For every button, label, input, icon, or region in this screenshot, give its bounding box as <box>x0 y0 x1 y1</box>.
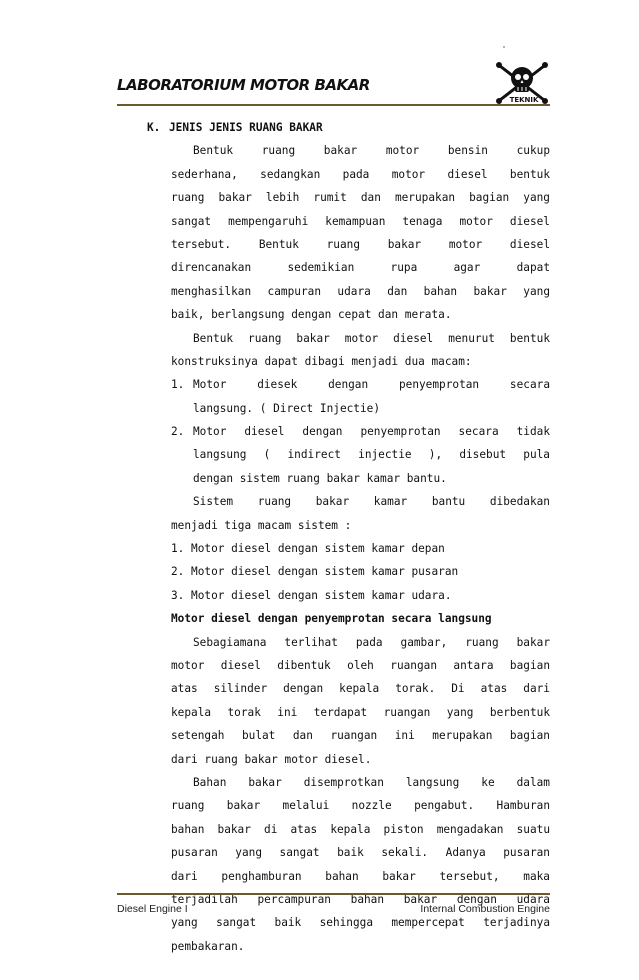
paragraph-line: motor diesel dibentuk oleh ruangan antara bagian <box>171 658 550 672</box>
paragraph-line: Bentuk ruang bakar motor bensin cukup <box>193 144 550 158</box>
paragraph-line: Sebagiamana terlihat pada gambar, ruang bakar <box>193 635 550 649</box>
list-number: 1. <box>171 378 185 392</box>
section-title: JENIS JENIS RUANG BAKAR <box>169 121 323 134</box>
list-item-text: Motor diesek dengan penyemprotan secara <box>193 378 550 392</box>
header-title: LABORATORIUM MOTOR BAKAR <box>117 76 370 94</box>
logo-text: TEKNIK <box>509 96 539 104</box>
section-content <box>171 139 550 958</box>
scan-speck <box>503 46 505 48</box>
list-number: 2. <box>171 425 185 439</box>
paragraph-line: setengah bulat dan ruangan ini merupakan bagian <box>171 729 550 743</box>
list-item: 2. Motor diesel dengan sistem kamar pusaran <box>171 565 459 579</box>
section-heading <box>147 116 550 139</box>
footer-rule <box>117 893 550 895</box>
list-item: 1. Motor diesel dengan sistem kamar depan <box>171 542 445 556</box>
list-item-text: Motor diesel dengan penyemprotan secara tidak <box>193 425 550 439</box>
paragraph-line: Bahan bakar disemprotkan langsung ke dalam <box>193 775 550 789</box>
paragraph-line: ruang bakar lebih rumit dan merupakan bagian yang <box>171 191 550 205</box>
paragraph-line: ruang bakar melalui nozzle pengabut. Hamburan <box>171 799 550 813</box>
paragraph-line: terjadilah percampuran bahan bakar dengan udara <box>171 892 550 906</box>
paragraph-line: Sistem ruang bakar kamar bantu dibedakan <box>193 495 550 509</box>
list-item: 3. Motor diesel dengan sistem kamar udara. <box>171 588 452 602</box>
paragraph-line: bahan bakar di atas kepala piston mengadakan suatu <box>171 822 550 836</box>
paragraph-line: yang sangat baik sehingga mempercepat terjadinya <box>171 916 550 930</box>
paragraph-line: baik, berlangsung dengan cepat dan merata. <box>171 308 452 322</box>
paragraph-line: pusaran yang sangat baik sekali. Adanya pusaran <box>171 846 550 860</box>
page-header <box>117 60 550 110</box>
list-item-line: langsung ( indirect injectie ), disebut pula <box>193 448 550 462</box>
paragraph-line: pembakaran. <box>171 939 245 953</box>
paragraph-line: tersebut. Bentuk ruang bakar motor diesel <box>171 237 550 251</box>
document-body <box>148 116 550 958</box>
paragraph-line: atas silinder dengan kepala torak. Di atas dari <box>171 682 550 696</box>
list-item <box>171 373 550 396</box>
footer-left-text: Diesel Engine I <box>117 903 188 915</box>
footer-right-text: Internal Combustion Engine <box>420 903 550 915</box>
paragraph-line: sangat mempengaruhi kemampuan tenaga motor diesel <box>171 214 550 228</box>
list-item <box>171 420 550 443</box>
header-rule <box>117 104 550 106</box>
skull-logo-icon <box>494 60 550 104</box>
section-label: K. <box>147 121 161 134</box>
paragraph-line: dari ruang bakar motor diesel. <box>171 752 372 766</box>
subheading: Motor diesel dengan penyemprotan secara langsung <box>171 612 492 626</box>
paragraph-line: sederhana, sedangkan pada motor diesel bentuk <box>171 167 550 181</box>
paragraph-line: menjadi tiga macam sistem : <box>171 518 352 532</box>
list-item-line: dengan sistem ruang bakar kamar bantu. <box>193 471 447 485</box>
paragraph-line: direncanakan sedemikian rupa agar dapat <box>171 261 550 275</box>
paragraph-line: dari penghamburan bahan bakar tersebut, maka <box>171 869 550 883</box>
paragraph-line: menghasilkan campuran udara dan bahan bakar yang <box>171 284 550 298</box>
paragraph-line: kepala torak ini terdapat ruangan yang berbentuk <box>171 705 550 719</box>
paragraph-line: Bentuk ruang bakar motor diesel menurut bentuk <box>193 331 550 345</box>
list-item-line: langsung. ( Direct Injectie) <box>193 401 381 415</box>
paragraph-line: konstruksinya dapat dibagi menjadi dua macam: <box>171 354 472 368</box>
